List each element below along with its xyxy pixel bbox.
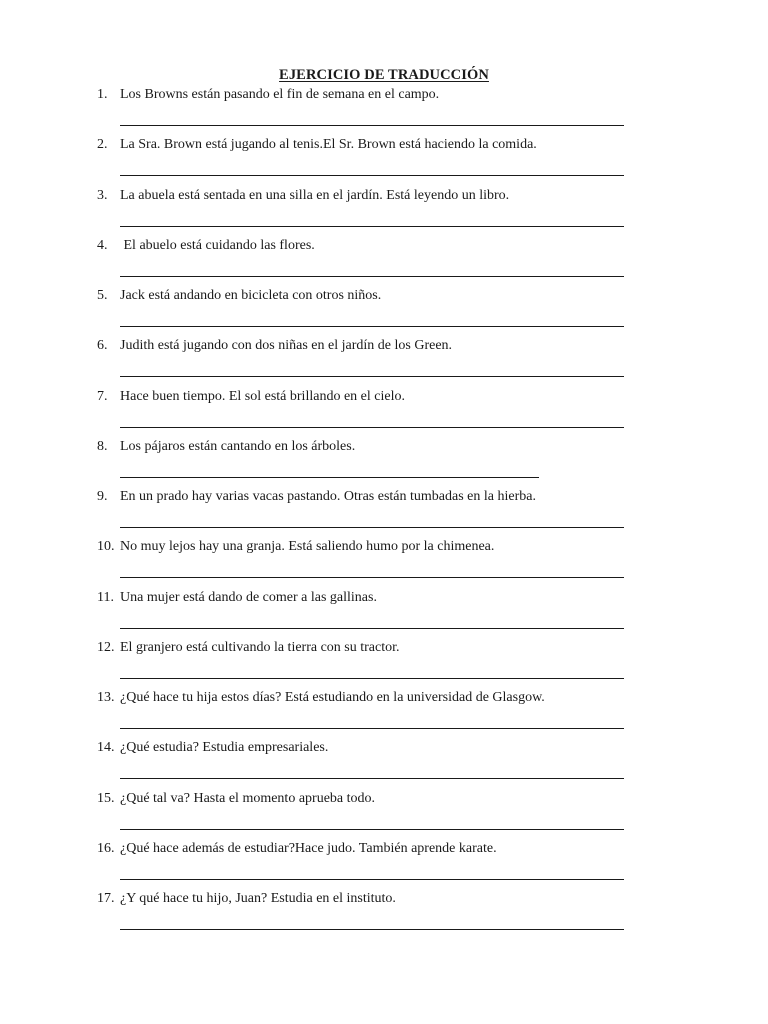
item-sentence: ¿Y qué hace tu hijo, Juan? Estudia en el instituto. (120, 891, 396, 906)
exercise-item (0, 85, 768, 135)
item-number: 8. (97, 438, 108, 454)
item-number: 16. (97, 840, 115, 856)
item-sentence: Judith está jugando con dos niñas en el jardín de los Green. (120, 338, 453, 354)
exercise-item (0, 387, 768, 437)
answer-line[interactable] (120, 427, 624, 428)
item-number: 3. (97, 187, 108, 203)
exercise-item (0, 738, 768, 788)
item-number: 17. (97, 891, 115, 906)
page-title: EJERCICIO DE TRADUCCIÓN (279, 67, 489, 83)
answer-line[interactable] (120, 628, 624, 629)
item-sentence: Jack está andando en bicicleta con otros niños. (120, 288, 382, 303)
item-sentence: La Sra. Brown está jugando al tenis.El Sr. Brown está haciendo la comida. (120, 137, 537, 153)
answer-line[interactable] (120, 125, 624, 126)
answer-line[interactable] (120, 829, 624, 830)
answer-line[interactable] (120, 226, 624, 227)
item-number: 1. (97, 87, 108, 102)
item-sentence: El granjero está cultivando la tierra con su tractor. (120, 639, 400, 655)
item-sentence: ¿Qué hace además de estudiar?Hace judo. También aprende karate. (120, 840, 497, 856)
item-sentence: Los Browns están pasando el fin de semana en el campo. (120, 87, 440, 102)
answer-line[interactable] (120, 879, 624, 880)
item-number: 2. (97, 137, 108, 153)
exercise-item (0, 839, 768, 889)
item-number: 11. (97, 589, 114, 605)
exercise-item (0, 889, 768, 939)
item-number: 9. (97, 489, 108, 504)
exercise-item (0, 236, 768, 286)
item-number: 5. (97, 288, 108, 303)
item-number: 4. (97, 237, 108, 253)
answer-line[interactable] (120, 678, 624, 679)
item-sentence: ¿Qué tal va? Hasta el momento aprueba todo. (120, 790, 376, 806)
item-sentence: La abuela está sentada en una silla en el jardín. Está leyendo un libro. (120, 187, 510, 203)
item-number: 7. (97, 388, 108, 404)
exercise-list (0, 85, 768, 939)
item-sentence: No muy lejos hay una granja. Está saliendo humo por la chimenea. (120, 539, 495, 555)
item-number: 15. (97, 790, 115, 806)
answer-line[interactable] (120, 577, 624, 578)
item-number: 10. (97, 539, 115, 555)
item-sentence: ¿Qué estudia? Estudia empresariales. (120, 740, 329, 756)
item-sentence: En un prado hay varias vacas pastando. Otras están tumbadas en la hierba. (120, 489, 536, 504)
answer-line[interactable] (120, 929, 624, 930)
item-sentence: El abuelo está cuidando las flores. (120, 237, 315, 253)
item-number: 13. (97, 690, 115, 705)
exercise-item (0, 487, 768, 537)
item-sentence: ¿Qué hace tu hija estos días? Está estudiando en la universidad de Glasgow. (120, 690, 545, 705)
answer-line[interactable] (120, 175, 624, 176)
item-number: 6. (97, 338, 108, 354)
exercise-item (0, 638, 768, 688)
exercise-item (0, 588, 768, 638)
exercise-item (0, 135, 768, 185)
item-number: 12. (97, 639, 115, 655)
exercise-item (0, 336, 768, 386)
answer-line[interactable] (120, 778, 624, 779)
exercise-item (0, 789, 768, 839)
item-number: 14. (97, 740, 115, 756)
exercise-item (0, 186, 768, 236)
exercise-item (0, 537, 768, 587)
answer-line[interactable] (120, 376, 624, 377)
answer-line[interactable] (120, 326, 624, 327)
exercise-item (0, 688, 768, 738)
item-sentence: Una mujer está dando de comer a las gallinas. (120, 589, 377, 605)
item-sentence: Hace buen tiempo. El sol está brillando en el cielo. (120, 388, 405, 404)
answer-line[interactable] (120, 276, 624, 277)
exercise-item (0, 286, 768, 336)
answer-line[interactable] (120, 477, 539, 478)
exercise-item (0, 437, 768, 487)
item-sentence: Los pájaros están cantando en los árboles. (120, 438, 356, 454)
answer-line[interactable] (120, 728, 624, 729)
answer-line[interactable] (120, 527, 624, 528)
